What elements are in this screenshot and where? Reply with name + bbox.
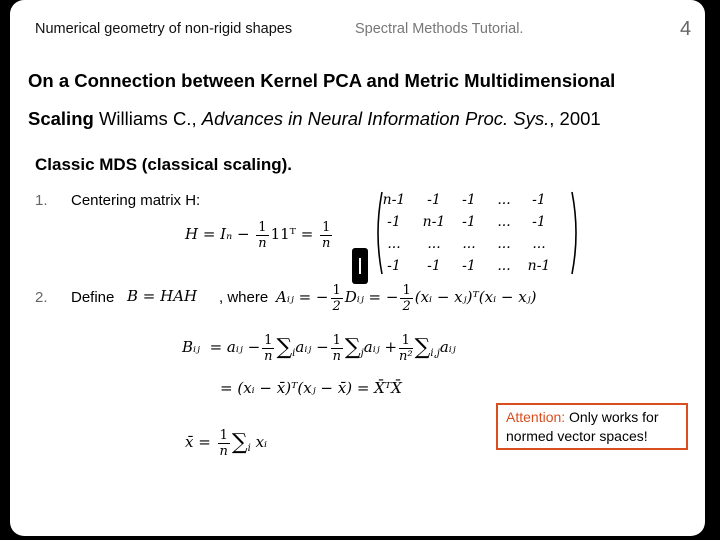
- section-title: Classic MDS (classical scaling).: [35, 155, 293, 174]
- b-fraction-3: [399, 333, 413, 364]
- sum-index-j: j: [360, 348, 364, 359]
- matrix-cell: -1: [427, 192, 441, 208]
- page-number: 4: [680, 18, 692, 40]
- matrix-cell: ...: [497, 192, 511, 208]
- h-definition: H = Iₙ −: [185, 225, 255, 243]
- matrix-cell: ...: [427, 236, 441, 252]
- b-expansion-line-2: = (xᵢ − x̄)ᵀ(xⱼ − x̄) = X̄ᵀX̄: [220, 379, 402, 397]
- item-2-number: 2.: [35, 289, 48, 306]
- b-lhs: Bᵢⱼ: [182, 338, 201, 356]
- a-definition: [276, 279, 536, 315]
- mean-lhs: x̄ =: [185, 433, 211, 451]
- matrix-cell: -1: [387, 214, 401, 230]
- matrix-cell: -1: [462, 214, 476, 230]
- a-fraction-2: [400, 283, 412, 314]
- matrix-cell: -1: [532, 192, 546, 208]
- attention-text: Only works for normed vector spaces!: [506, 409, 659, 444]
- matrix-cell: ...: [497, 258, 511, 274]
- a-def-lhs: Aᵢⱼ = −: [276, 288, 329, 306]
- header-subtitle: Spectral Methods Tutorial.: [355, 21, 524, 37]
- matrix-cell: -1: [462, 258, 476, 274]
- item-2-text: Define: [71, 289, 115, 306]
- matrix-cell: n-1: [382, 192, 406, 208]
- sum-icon: ∑: [276, 335, 293, 360]
- matrix-cell: -1: [427, 258, 441, 274]
- b-eq1-term1: aᵢⱼ −: [295, 338, 329, 356]
- paper-title-line2: [28, 108, 601, 130]
- b-fraction-2: [331, 333, 343, 364]
- attention-label: Attention:: [506, 409, 566, 425]
- paper-title-word: Scaling: [28, 108, 94, 129]
- b-frac2-num: 1: [332, 332, 341, 348]
- matrix-cell: ...: [497, 236, 511, 252]
- paper-authors: Williams C.,: [98, 108, 197, 129]
- mean-frac-num: 1: [219, 427, 228, 443]
- matrix-cell: ...: [497, 214, 511, 230]
- b-fraction-1: [262, 333, 274, 364]
- sum-icon: ∑: [344, 335, 361, 360]
- b-eq1-term3: aᵢⱼ: [439, 338, 456, 356]
- matrix-cell: -1: [387, 258, 401, 274]
- mean-fraction: [218, 428, 230, 459]
- b-frac3-num: 1: [399, 333, 413, 349]
- a-def-rest: (xᵢ − xⱼ)ᵀ(xᵢ − xⱼ): [414, 288, 537, 306]
- b-frac-den: n: [264, 348, 273, 364]
- b-eq1-start: = aᵢⱼ −: [209, 338, 261, 356]
- slide: [10, 0, 705, 536]
- paper-year: , 2001: [549, 108, 601, 129]
- item-1-text: Centering matrix H:: [71, 192, 201, 209]
- a-frac-num: 1: [332, 282, 341, 298]
- matrix-cell: ...: [387, 236, 401, 252]
- a-frac2-num: 1: [402, 282, 411, 298]
- sum-index-i: i: [292, 348, 296, 359]
- matrix-fraction: [320, 220, 332, 251]
- h-frac-den: n: [258, 235, 267, 251]
- item-1-number: 1.: [35, 192, 48, 209]
- matrix-cell: ...: [462, 236, 476, 252]
- h-frac-num: 1: [258, 219, 267, 235]
- paper-title-line1: On a Connection between Kernel PCA and Metric Multidimensional: [28, 70, 616, 91]
- sum-icon: ∑: [231, 430, 248, 455]
- matrix-cell: n-1: [422, 214, 446, 230]
- sum-index-ij: i,j: [430, 348, 440, 359]
- matrix-cell: n-1: [527, 258, 551, 274]
- b-eq1-term2: aᵢⱼ +: [363, 338, 398, 356]
- mean-equation: [185, 420, 267, 471]
- item-2-where: , where: [219, 289, 269, 306]
- matrix-cell: -1: [462, 192, 476, 208]
- sum-icon: ∑: [414, 335, 431, 360]
- m-frac-den: n: [322, 235, 331, 251]
- m-frac-num: 1: [322, 219, 331, 235]
- h-fraction: [256, 220, 268, 251]
- b-frac3-den: n²: [399, 348, 413, 364]
- mean-rest: xᵢ: [255, 433, 268, 451]
- a-def-mid: Dᵢⱼ = −: [344, 288, 399, 306]
- matrix-cell: ...: [532, 236, 546, 252]
- header-course-title: Numerical geometry of non-rigid shapes: [35, 21, 293, 37]
- b-definition: B = HAH: [127, 287, 198, 305]
- b-expansion-line-1: [182, 325, 456, 376]
- ones-product: 11ᵀ =: [270, 225, 319, 243]
- mean-frac-den: n: [219, 443, 228, 459]
- attention-note: [496, 403, 688, 450]
- a-frac-den: 2: [332, 298, 341, 314]
- b-frac2-den: n: [332, 348, 341, 364]
- centering-matrix-equation: [185, 214, 334, 254]
- matrix-cell: -1: [532, 214, 546, 230]
- a-frac2-den: 2: [402, 298, 411, 314]
- centering-matrix: [370, 188, 580, 278]
- a-fraction: [331, 283, 343, 314]
- paper-venue: Advances in Neural Information Proc. Sys.: [201, 108, 550, 129]
- b-frac-num: 1: [264, 332, 273, 348]
- mean-sum-index: i: [247, 443, 251, 454]
